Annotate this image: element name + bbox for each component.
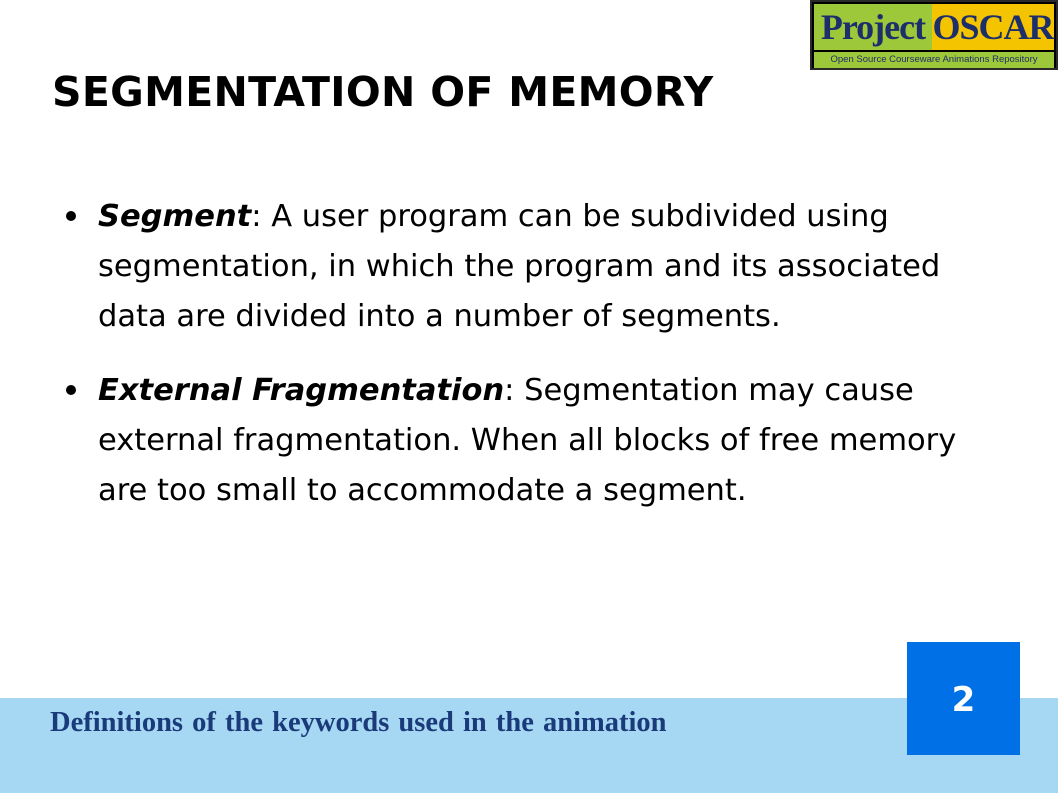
bullet-dot-icon [66, 211, 76, 221]
project-oscar-logo [810, 0, 1058, 70]
bullet-term: Segment [98, 199, 252, 234]
bullet-text: : A user program can be subdivided using segmentation, in which the program and its associated data are divided into a number of segments. [98, 199, 941, 334]
footer-caption: Definitions of the keywords used in the animation [50, 707, 667, 738]
bullet-segment [64, 192, 994, 342]
logo-wordmark [814, 4, 1054, 50]
bullet-term: External Fragmentation [98, 373, 505, 408]
logo-subtitle: Open Source Courseware Animations Repository [814, 52, 1054, 68]
bullet-external-fragmentation [64, 366, 994, 516]
slide-title: SEGMENTATION OF MEMORY [52, 68, 714, 116]
bullet-list [64, 192, 994, 540]
logo-project-text: Project [814, 4, 932, 50]
bullet-text: : Segmentation may cause external fragmentation. When all blocks of free memory are too small to accommodate a segment. [98, 373, 957, 508]
bullet-dot-icon [66, 385, 76, 395]
page-number-badge: 2 [907, 642, 1020, 755]
logo-oscar-text: OSCAR [932, 4, 1054, 50]
